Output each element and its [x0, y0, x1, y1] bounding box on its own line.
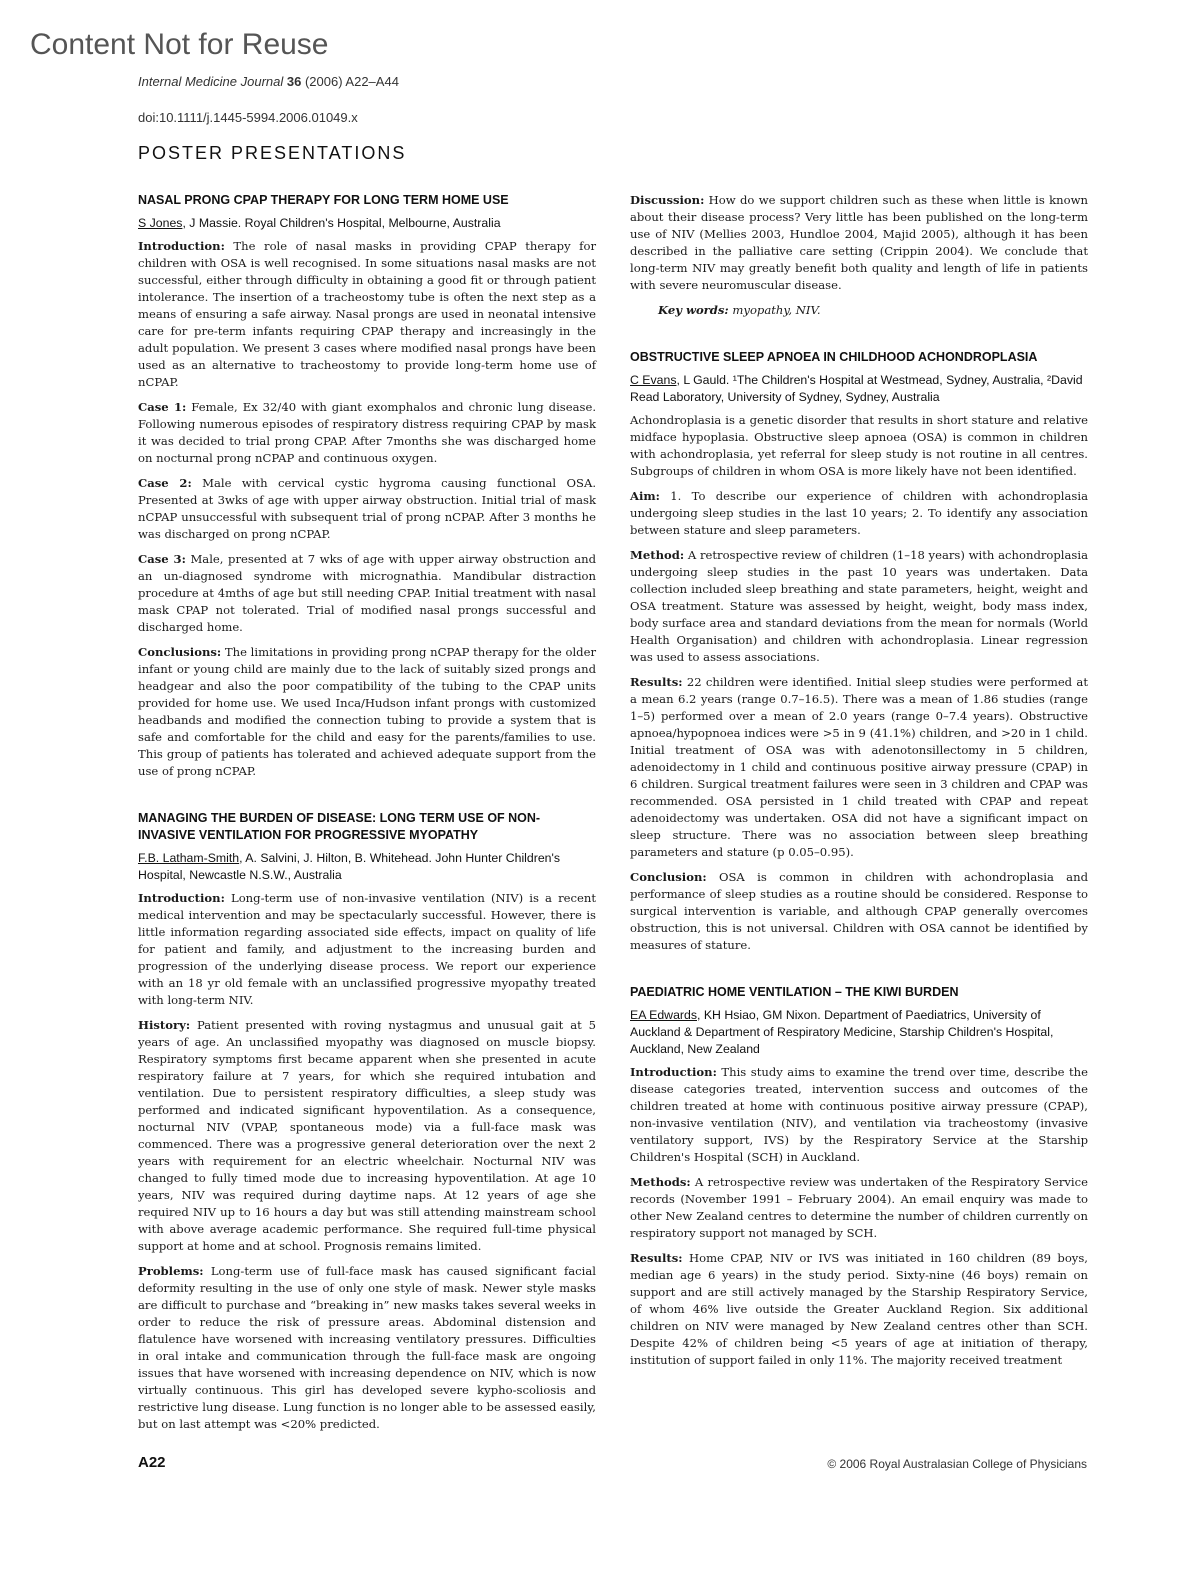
- abstract-authors: [630, 372, 1088, 406]
- right-column: [630, 192, 1088, 1377]
- para-heading: History:: [138, 1018, 191, 1032]
- para-heading: Discussion:: [630, 193, 705, 207]
- abstract-authors: [138, 850, 596, 884]
- paragraph-background: Achondroplasia is a genetic disorder that results in short stature and relative midface hypoplasia. Obstructive sleep apnoea (OSA) is common in children with achondroplasia, yet referral for sleep study is not routine in all centres. Subgroups of children in whom OSA is more likely have not been identified.: [630, 413, 1088, 478]
- watermark: Content Not for Reuse: [30, 28, 329, 61]
- paragraph-conclusion: [630, 869, 1088, 954]
- paragraph-methods: [630, 1174, 1088, 1242]
- paragraph-case-2: [138, 475, 596, 543]
- para-heading: Conclusion:: [630, 870, 707, 884]
- para-heading: Case 2:: [138, 476, 192, 490]
- para-text: A retrospective review of children (1–18 years) with achondroplasia undergoing sleep studies in the past 10 years was undertaken. Data collection included sleep breathing and state parameters, height, weight and OSA treatment. Stature was assessed by height, weight, body mass index, body surface area and standard deviations from the mean for normals (World Health Organisation) and children with achondroplasia. Linear regression was used to assess associations.: [630, 548, 1088, 664]
- journal-name: Internal Medicine Journal: [138, 74, 284, 89]
- abstract-myopathy-niv-continued: [630, 192, 1088, 319]
- page-number: A22: [138, 1454, 166, 1471]
- authors-affiliation: , KH Hsiao, GM Nixon. Department of Paediatrics, University of Auckland & Department of Respiratory Medicine, Starship Children's Hospital, Auckland, New Zealand: [630, 1008, 1054, 1056]
- authors-affiliation: , A. Salvini, J. Hilton, B. Whitehead. John Hunter Children's Hospital, Newcastle N.S.W., Australia: [138, 851, 561, 882]
- paragraph-introduction: [138, 238, 596, 391]
- para-text: 22 children were identified. Initial sleep studies were performed at a mean 6.2 years (range 0.7–16.5). There was a mean of 1.86 studies (range 1–5) performed over a mean of 2.0 years (range 0–7.4 years). Obstructive apnoea/hypopnoea indices were >5 in 9 (41.1%) children, and >20 in 1 child. Initial treatment of OSA was with adenotonsillectomy in 5 children, adenoidectomy in 1 child and continuous positive airway pressure (CPAP) in 6 children. Surgical treatment failures were seen in 3 children and CPAP was recommended. OSA persisted in 1 child treated with CPAP and repeat adenoidectomy was undertaken. OSA did not have a significant impact on sleep structure. There was no association between sleep breathing parameters and stature (p 0.05–0.95).: [630, 675, 1088, 859]
- para-heading: Method:: [630, 548, 685, 562]
- key-words-label: Key words:: [658, 303, 729, 317]
- paragraph-conclusions: [138, 644, 596, 780]
- paragraph-results: [630, 674, 1088, 861]
- abstract-myopathy-niv: [138, 810, 596, 1433]
- paragraph-case-3: [138, 551, 596, 636]
- para-text: Long-term use of full-face mask has caused significant facial deformity resulting in the use of only one style of mask. Newer style masks are difficult to purchase and “breaking in” new masks takes several weeks in order to reduce the risk of pressure areas. Abdominal distension and flatulence have worsened with increasing ventilatory pressures. Difficulties in oral intake and communication through the full-face mask are ongoing issues that have worsened with increasing dependence on NIV, which is now virtually continuous. This girl has developed severe kypho-scoliosis and restrictive lung disease. Lung function is no longer able to be assessed easily, but on last attempt was <20% predicted.: [138, 1264, 596, 1431]
- authors-affiliation: , J Massie. Royal Children's Hospital, Melbourne, Australia: [182, 216, 501, 230]
- para-heading: Case 3:: [138, 552, 186, 566]
- abstract-achondroplasia: [630, 349, 1088, 954]
- abstract-title: PAEDIATRIC HOME VENTILATION – THE KIWI BURDEN: [630, 985, 959, 999]
- paragraph-results: [630, 1250, 1088, 1369]
- journal-volume: 36: [286, 74, 302, 89]
- paragraph-method: [630, 547, 1088, 666]
- para-text: OSA is common in children with achondroplasia and performance of sleep studies as a routine should be considered. Response to surgical intervention is variable, and although CPAP generally overcomes obstruction, this is not universal. Children with OSA cannot be identified by measures of stature.: [630, 870, 1088, 952]
- para-heading: Introduction:: [138, 239, 225, 253]
- journal-year-pages: (2006) A22–A44: [301, 74, 399, 89]
- para-text: A retrospective review was undertaken of the Respiratory Service records (November 1991 – February 2004). An email enquiry was made to other New Zealand centres to determine the number of children currently on respiratory support not managed by SCH.: [630, 1175, 1088, 1240]
- abstract-title: NASAL PRONG CPAP THERAPY FOR LONG TERM HOME USE: [138, 193, 509, 207]
- para-text: Long-term use of non-invasive ventilation (NIV) is a recent medical intervention and may be spectacularly successful. However, there is little information regarding associated side effects, impact on quality of life for patient and family, and adjustment to the increasing burden and progression of the underlying disease process. We report our experience with an 18 yr old female with an unclassified progressive myopathy treated with long-term NIV.: [138, 891, 596, 1007]
- para-text: How do we support children such as these when little is known about their disease process? Very little has been published on the long-term use of NIV (Mellies 2003, Hundloe 2004, Majid 2005), although it has been described in the palliative care setting (Crippin 2004). We conclude that long-term NIV may greatly benefit both quality and length of life in patients with severe neuromuscular disease.: [630, 193, 1088, 292]
- paragraph-problems: [138, 1263, 596, 1433]
- para-heading: Methods:: [630, 1175, 691, 1189]
- para-text: Patient presented with roving nystagmus and unusual gait at 5 years of age. An unclassified myopathy was diagnosed on muscle biopsy. Respiratory symptoms first became apparent when she presented in acute respiratory failure at 7 years, for which she required intubation and ventilation. Due to persistent respiratory difficulties, a sleep study was performed and indicated significant hypoventilation. As a consequence, nocturnal NIV (VPAP, spontaneous mode) via a full-face mask was commenced. There was a progressive general deterioration over the next 2 years with requirement for an electric wheelchair. Nocturnal NIV was changed to fully timed mode due to increasing hypoventilation. At age 10 years, NIV was required during daytime naps. At 12 years of age she required NIV up to 16 hours a day but was still attending mainstream school with above average academic performance. She required full-time physical support at home and at school. Prognosis remains limited.: [138, 1018, 596, 1253]
- abstract-title: OBSTRUCTIVE SLEEP APNOEA IN CHILDHOOD ACHONDROPLASIA: [630, 350, 1038, 364]
- presenting-author: S Jones: [138, 216, 183, 230]
- key-words: [658, 302, 1088, 319]
- para-text: This study aims to examine the trend over time, describe the disease categories treated, intervention success and outcomes of the children treated at home with continuous positive airway pressure (CPAP), non-invasive ventilation (NIV), and ventilation via tracheostomy (invasive ventilatory support, IVS) by the Respiratory Service at the Starship Children's Hospital (SCH) in Auckland.: [630, 1065, 1088, 1164]
- paragraph-introduction: [630, 1064, 1088, 1166]
- paragraph-history: [138, 1017, 596, 1255]
- presenting-author: F.B. Latham-Smith: [138, 851, 240, 865]
- para-heading: Introduction:: [138, 891, 225, 905]
- presenting-author: EA Edwards: [630, 1008, 697, 1022]
- journal-citation: [138, 74, 399, 89]
- para-text: The limitations in providing prong nCPAP therapy for the older infant or young child are mainly due to the lack of suitably sized prongs and headgear and also the poor compatibility of the tubing to the CPAP units provided for home use. We used Inca/Hudson infant prongs with customized headbands and modified the connection tubing to provide a system that is safe and comfortable for the child and easy for the parents/families to use. This group of patients has tolerated and achieved adequate support from the use of prong nCPAP.: [138, 645, 596, 778]
- para-text: Male with cervical cystic hygroma causing functional OSA. Presented at 3wks of age with upper airway obstruction. Initial trial of mask nCPAP unsuccessful with subsequent trial of prong nCPAP. After 3 months he was discharged on prong nCPAP.: [138, 476, 596, 541]
- para-text: 1. To describe our experience of children with achondroplasia undergoing sleep studies in the last 10 years; 2. To identify any association between stature and sleep parameters.: [630, 489, 1088, 537]
- para-text: The role of nasal masks in providing CPAP therapy for children with OSA is well recognised. In some situations nasal masks are not successful, either through difficulty in obtaining a good fit or through patient intolerance. The insertion of a tracheostomy tube is often the next step as a means of ensuring a safe airway. Nasal prongs are used in neonatal intensive care for pre-term infants requiring CPAP therapy and increasingly in the adult population. We present 3 cases where modified nasal prongs have been used as an alternative to tracheostomy to provide long-term home use of nCPAP.: [138, 239, 596, 389]
- paragraph-aim: [630, 488, 1088, 539]
- paragraph-case-1: [138, 399, 596, 467]
- para-heading: Introduction:: [630, 1065, 717, 1079]
- para-heading: Problems:: [138, 1264, 204, 1278]
- section-title: POSTER PRESENTATIONS: [138, 143, 407, 163]
- para-heading: Case 1:: [138, 400, 187, 414]
- abstract-title: MANAGING THE BURDEN OF DISEASE: LONG TERM USE OF NON-INVASIVE VENTILATION FOR PROGRESSIVE MYOPATHY: [138, 811, 541, 842]
- abstract-nasal-prong: [138, 192, 596, 780]
- para-text: Male, presented at 7 wks of age with upper airway obstruction and an un-diagnosed syndrome with micrognathia. Mandibular distraction procedure at 4mths of age but still needing CPAP. Initial treatment with nasal mask CPAP not tolerated. Trial of modified nasal prongs successful and discharged home.: [138, 552, 596, 634]
- paragraph-discussion: [630, 192, 1088, 294]
- authors-affiliation: , L Gauld. ¹The Children's Hospital at Westmead, Sydney, Australia, ²David Read Laboratory, University of Sydney, Sydney, Australia: [630, 373, 1083, 404]
- para-heading: Results:: [630, 1251, 683, 1265]
- para-heading: Conclusions:: [138, 645, 222, 659]
- para-text: Female, Ex 32/40 with giant exomphalos and chronic lung disease. Following numerous episodes of respiratory distress requiring CPAP by mask it was decided to trial prong CPAP. After 7months she was discharged home on nocturnal prong nCPAP and continuous oxygen.: [138, 400, 597, 465]
- presenting-author: C Evans: [630, 373, 677, 387]
- abstract-authors: [630, 1007, 1088, 1058]
- key-words-text: myopathy, NIV.: [728, 303, 821, 317]
- left-column: [138, 192, 596, 1441]
- para-heading: Aim:: [630, 489, 660, 503]
- para-text: Home CPAP, NIV or IVS was initiated in 160 children (89 boys, median age 6 years) in the study period. Sixty-nine (46 boys) remain on support and are still actively managed by the Starship Respiratory Service, of whom 46% live outside the Greater Auckland Region. Six additional children on NIV were managed by New Zealand centres other than SCH. Despite 42% of children being <5 years of age at initiation of therapy, institution of support failed in only 11%. The majority received treatment: [630, 1251, 1088, 1367]
- para-heading: Results:: [630, 675, 683, 689]
- paragraph-introduction: [138, 890, 596, 1009]
- copyright: © 2006 Royal Australasian College of Physicians: [827, 1457, 1087, 1471]
- abstract-kiwi-burden: [630, 984, 1088, 1369]
- abstract-authors: [138, 215, 596, 232]
- doi: doi:10.1111/j.1445-5994.2006.01049.x: [138, 110, 358, 125]
